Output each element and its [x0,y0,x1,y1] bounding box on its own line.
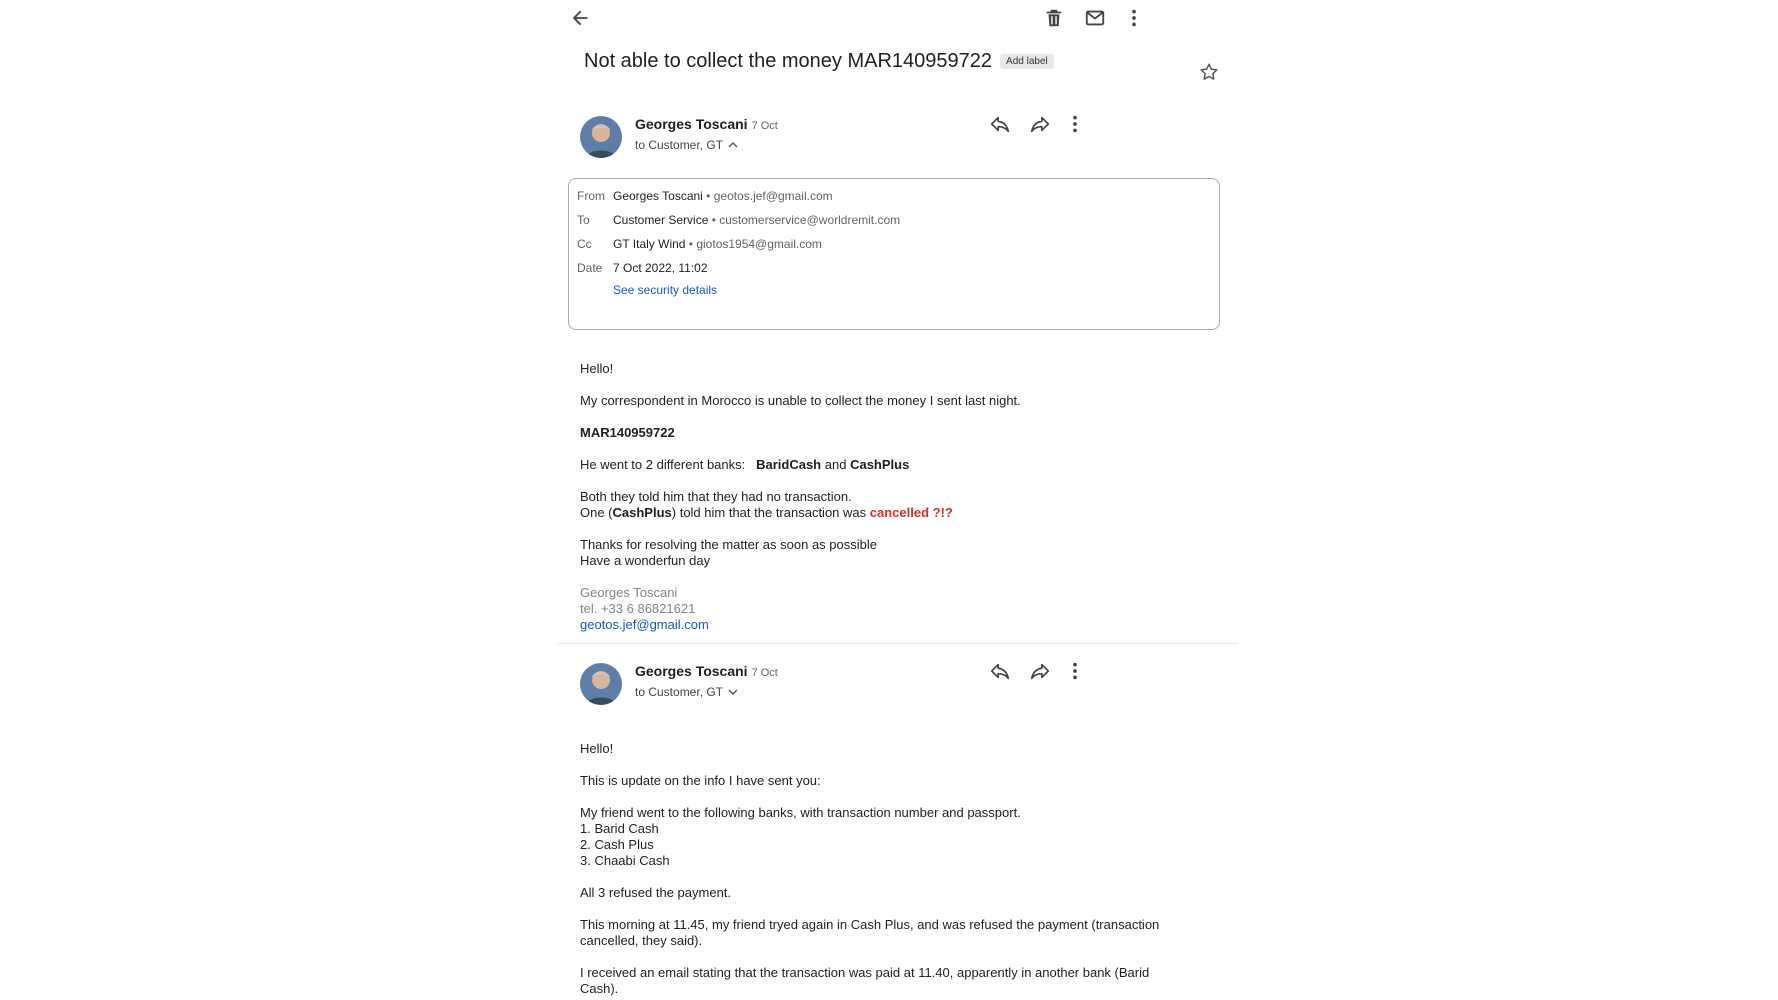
back-arrow-icon[interactable] [566,4,594,32]
subject-title: Not able to collect the money MAR140959722 [584,50,993,72]
message-more-icon[interactable] [1061,657,1089,685]
signature-email-link[interactable]: geotos.jef@gmail.com [580,617,709,632]
signature-tel: tel. +33 6 86821621 [580,601,696,616]
chevron-up-icon [728,140,738,150]
reply-icon[interactable] [986,110,1014,138]
message-divider [558,643,1238,644]
list-item: 2. Cash Plus [580,837,654,852]
details-to-row: To Customer Service • customerservice@worldremit.com [577,213,901,227]
sender-name[interactable]: Georges Toscani 7 Oct [635,663,778,679]
star-icon[interactable] [1195,58,1223,86]
message-date: 7 Oct [751,667,778,679]
list-item: 3. Chaabi Cash [580,853,670,868]
from-email[interactable]: geotos.jef@gmail.com [713,189,833,203]
cc-email[interactable]: giotos1954@gmail.com [696,237,822,251]
list-item: 1. Barid Cash [580,821,659,836]
details-from-row: From Georges Toscani • geotos.jef@gmail.com [577,189,833,203]
more-vert-icon[interactable] [1120,4,1148,32]
reply-icon[interactable] [986,657,1014,685]
recipients-toggle[interactable]: to Customer, GT [635,685,738,699]
message-more-icon[interactable] [1061,110,1089,138]
signature-name: Georges Toscani [580,585,678,600]
recipients-toggle[interactable]: to Customer, GT [635,138,738,152]
details-cc-row: Cc GT Italy Wind • giotos1954@gmail.com [577,237,822,251]
security-details-link[interactable]: See security details [613,283,718,297]
avatar[interactable] [580,663,622,705]
message-2-header [580,663,1220,723]
transaction-ref: MAR140959722 [580,425,675,440]
sender-name[interactable]: Georges Toscani 7 Oct [635,116,778,132]
to-email[interactable]: customerservice@worldremit.com [719,213,901,227]
forward-icon[interactable] [1026,110,1054,138]
details-date-row: Date 7 Oct 2022, 11:02 [577,261,708,275]
email-thread-view: Not able to collect the money MAR140959722 Add label Georges Toscani 7 Oct to Customer, GT From Georges Toscani • geotos.jef@gmail.com To Customer Service • customerservice@worldremit.com Cc GT Italy Wind • giotos1954@gmail.com Date 7 Oct 2022, 11:02 See security details Hello! My correspondent in Morocco is unable to collect the money I sent last night. MAR140959722 He went to 2 different banks: BaridCash and CashPlus Both they told him that they had no transaction. One (CashPlus) told him that the transaction was cancelled ?!? Thanks for resolving the matter as soon as possible Have a wonderfun day Georges Toscani tel. +33 6 86821621 geotos.jef@gmail.com Georges Toscani 7 Oct to Customer, GT Hello! This is update on the info I have sent you: My friend went to the following banks, with transaction number and passport. 1. Barid Cash 2. Cash Plus 3. Chaabi Cash All 3 refused the payment. This morning at 11.45, my friend tryed again in Cash Plus, and was refused the payment (transaction cancelled, they said). I received an email stating that the transaction was paid at 11.40, apparently in another bank (Barid Cash). [558,0,1238,1000]
mail-icon[interactable] [1081,4,1109,32]
forward-icon[interactable] [1026,657,1054,685]
message-1-header [580,116,1220,176]
email-subject [584,50,1054,73]
message-details-panel [568,178,1220,330]
trash-icon[interactable] [1040,4,1068,32]
chevron-down-icon [728,687,738,697]
message-date: 7 Oct [751,120,778,132]
avatar[interactable] [580,116,622,158]
add-label-button[interactable]: Add label [1000,54,1054,69]
